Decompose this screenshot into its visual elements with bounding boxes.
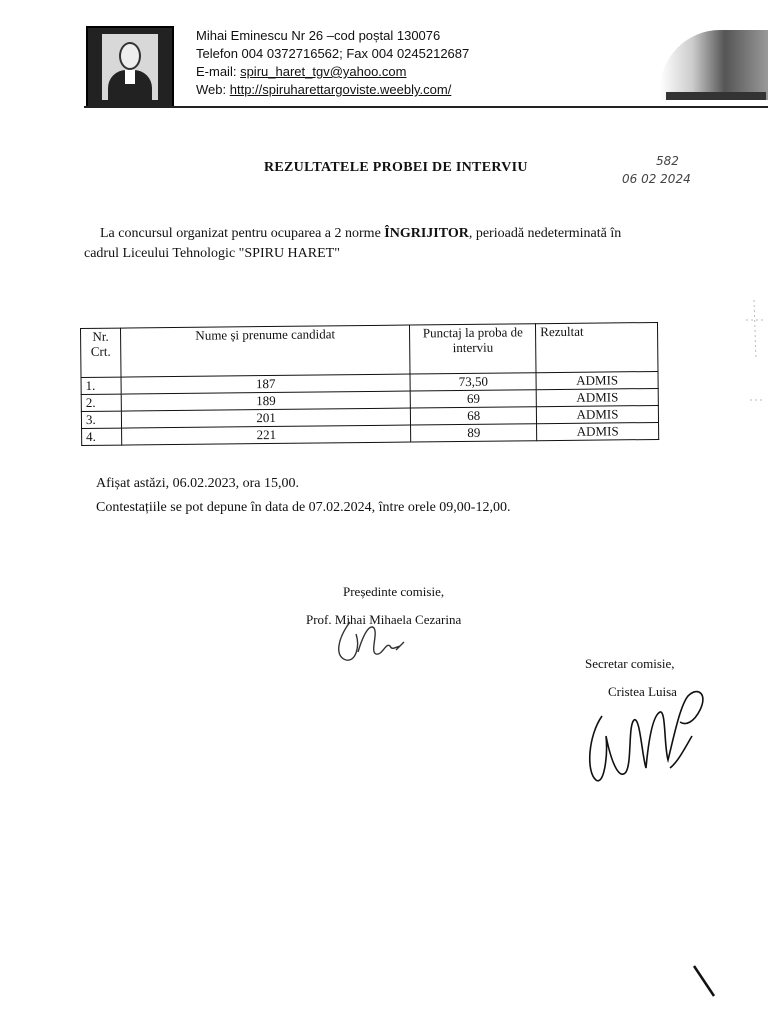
- president-signature: [330, 612, 420, 668]
- founder-portrait: [86, 26, 174, 108]
- registration-date: 06 02 2024: [622, 172, 691, 186]
- row-candidate: 189: [121, 391, 411, 411]
- registration-stamp: [622, 154, 732, 194]
- header-candidate: Nume și prenume candidat: [120, 325, 410, 377]
- scan-edge-marks: [740, 300, 768, 500]
- president-title: Președinte comisie,: [343, 584, 445, 599]
- document-title: REZULTATELE PROBEI DE INTERVIU: [264, 160, 528, 175]
- header-score: Punctaj la proba de interviu: [410, 324, 536, 374]
- appeal-notice: Contestațiile se pot depune în data de 07.02.2024, între orele 09,00-12,00.: [96, 500, 511, 515]
- phone-line: Telefon 004 0372716562; Fax 004 0245212687: [196, 46, 470, 61]
- school-logo: [660, 30, 768, 100]
- row-score: 89: [411, 424, 537, 442]
- row-nr: 1.: [81, 377, 121, 394]
- intro-text: La concursul organizat pentru ocuparea a 2 norme: [100, 226, 385, 241]
- row-candidate: 221: [122, 425, 412, 445]
- corner-mark: [690, 962, 720, 1002]
- school-contact-block: [196, 27, 556, 99]
- header-result: Rezultat: [536, 322, 658, 372]
- row-nr: 2.: [81, 394, 121, 411]
- web-line: [196, 81, 556, 99]
- secretary-signature: [582, 676, 722, 792]
- intro-paragraph: [84, 224, 754, 264]
- web-label: Web:: [196, 82, 227, 97]
- row-result: ADMIS: [536, 388, 658, 406]
- table-header-row: [81, 322, 658, 377]
- header-divider: [84, 106, 768, 108]
- row-nr: 3.: [81, 411, 121, 428]
- row-candidate: 201: [121, 408, 411, 428]
- email-line: [196, 63, 556, 81]
- row-result: ADMIS: [536, 371, 658, 389]
- row-score: 69: [411, 390, 537, 408]
- secretary-name: Cristea Luisa: [608, 684, 677, 699]
- intro-line-2: cadrul Liceului Tehnologic "SPIRU HARET": [84, 246, 340, 261]
- intro-text-2: , perioadă nedeterminată în: [468, 226, 622, 241]
- job-title: ÎNGRIJITOR: [384, 226, 469, 241]
- row-candidate: 187: [121, 374, 411, 394]
- row-score: 73,50: [410, 373, 536, 391]
- email-link[interactable]: spiru_haret_tgv@yahoo.com: [240, 64, 407, 79]
- web-link[interactable]: http://spiruharettargoviste.weebly.com/: [229, 82, 452, 97]
- row-score: 68: [411, 407, 537, 425]
- row-result: ADMIS: [537, 405, 659, 423]
- row-nr: 4.: [82, 428, 122, 445]
- address-line: Mihai Eminescu Nr 26 –cod poștal 130076: [196, 28, 441, 43]
- president-name: Prof. Mihai Mihaela Cezarina: [306, 612, 462, 627]
- results-table: [80, 322, 659, 446]
- header-nr: Nr. Crt.: [81, 328, 121, 377]
- secretary-title: Secretar comisie,: [585, 656, 675, 671]
- row-result: ADMIS: [537, 422, 659, 440]
- posted-date: Afișat astăzi, 06.02.2023, ora 15,00.: [96, 476, 299, 491]
- registration-number: 582: [656, 154, 679, 168]
- email-label: E-mail:: [196, 64, 237, 79]
- intro-line-1: [84, 224, 754, 244]
